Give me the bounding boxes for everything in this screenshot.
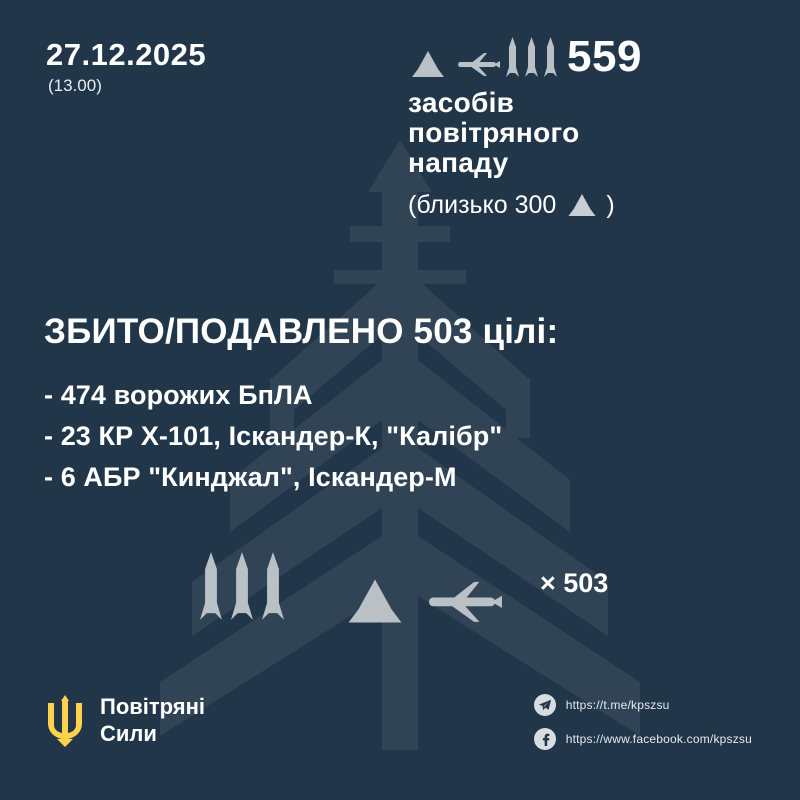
result-list <box>44 375 744 498</box>
brand-name <box>100 694 205 748</box>
missile-icon <box>544 37 557 77</box>
list-item: - 6 АБР "Кинджал", Іскандер-М <box>44 462 457 493</box>
missile-icon <box>200 548 222 624</box>
summary-label <box>408 88 728 179</box>
summary-icon-group <box>408 37 557 77</box>
downed-icon-strip <box>200 548 608 624</box>
list-item: - 474 ворожих БпЛА <box>44 380 313 410</box>
strip-multiplier: × 503 <box>540 567 609 598</box>
report-date-block <box>46 38 206 96</box>
summary-approx <box>408 191 728 220</box>
report-time: (13.00) <box>48 76 102 96</box>
air-force-trident-icon <box>46 695 84 747</box>
missile-icon <box>262 548 284 624</box>
facebook-link[interactable] <box>534 728 752 750</box>
summary-label-line-1: засобів <box>408 87 515 118</box>
facebook-url: https://www.facebook.com/kpszsu <box>565 732 752 746</box>
list-item: - 23 КР Х-101, Іскандер-К, "Калібр" <box>44 421 503 452</box>
missile-icon-group <box>200 548 284 624</box>
telegram-url: https://t.me/kpszsu <box>565 698 670 712</box>
summary-label-line-2: повітряного <box>408 117 580 149</box>
missile-icon <box>525 37 538 77</box>
report-date: 27.12.2025 <box>46 37 207 72</box>
uav-icon <box>422 578 502 624</box>
summary-approx-close: ) <box>606 190 615 219</box>
drone-icon-group <box>342 578 502 624</box>
result-headline: ЗБИТО/ПОДАВЛЕНО 503 цілі: <box>44 312 559 351</box>
summary-label-line-3: нападу <box>408 147 509 179</box>
brand-line-2: Сили <box>100 721 157 747</box>
missile-icon <box>506 37 519 77</box>
telegram-link[interactable] <box>534 694 752 716</box>
summary-count-row <box>408 34 728 80</box>
drone-icon <box>408 51 448 77</box>
attack-summary <box>408 34 728 220</box>
social-links <box>534 694 752 750</box>
telegram-icon <box>534 694 556 716</box>
summary-count: 559 <box>567 32 642 81</box>
cruise-missile-icon <box>454 51 500 77</box>
drone-icon <box>342 578 408 624</box>
drone-icon <box>564 194 600 216</box>
facebook-icon <box>534 728 556 750</box>
brand-line-1: Повітряні <box>100 694 206 720</box>
missile-icon <box>231 548 253 624</box>
summary-approx-text: (близько 300 <box>408 190 557 219</box>
brand-block <box>46 694 205 748</box>
